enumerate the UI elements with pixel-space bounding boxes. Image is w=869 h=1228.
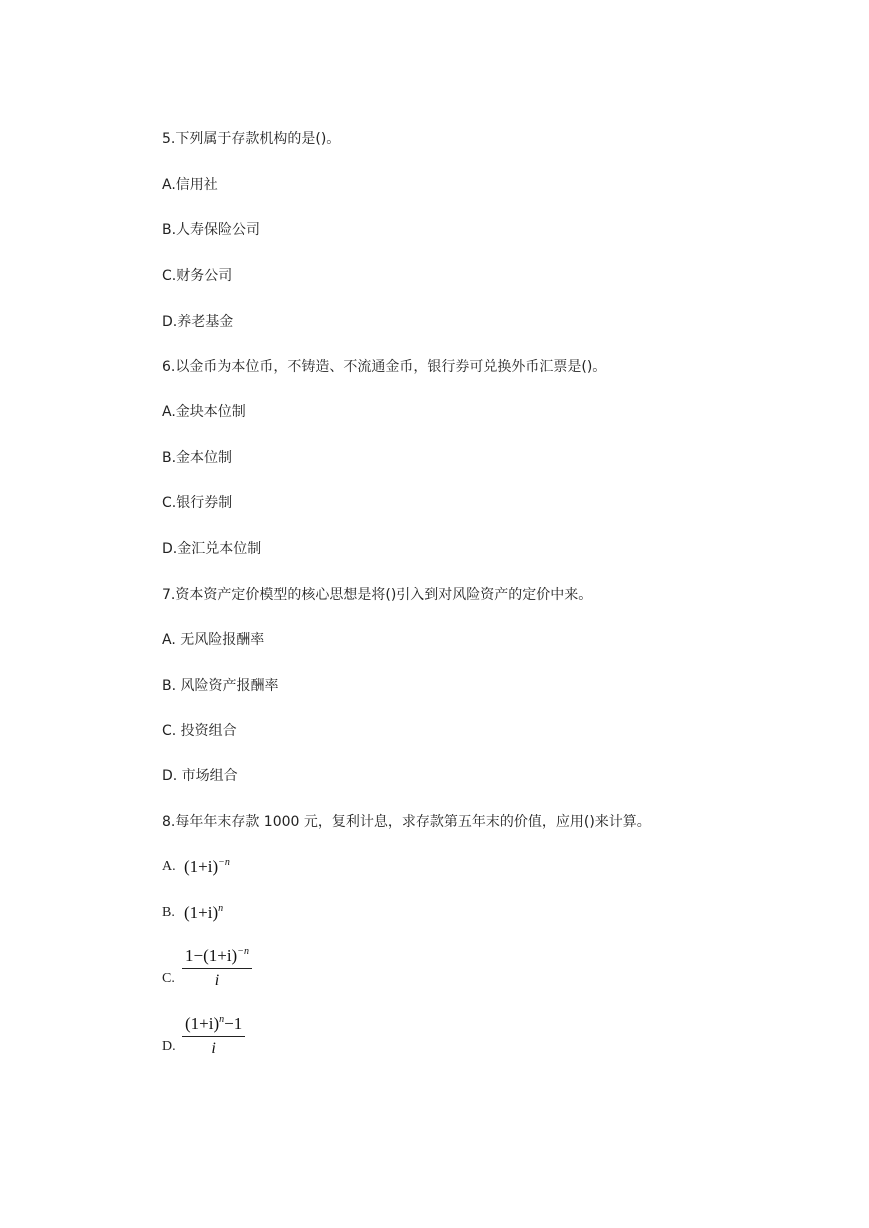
question-6-stem: 6.以金币为本位币，不铸造、不流通金币，银行券可兑换外币汇票是()。: [162, 359, 607, 375]
question-6-option-a: A.金块本位制: [162, 404, 246, 420]
formula-c: [182, 946, 252, 990]
question-7-option-a: A. 无风险报酬率: [162, 632, 265, 648]
question-8-option-c-label: C.: [162, 971, 175, 986]
formula-d-numerator-exponent: n: [219, 1014, 225, 1025]
question-7-option-c: C. 投资组合: [162, 723, 237, 739]
formula-c-denominator: i: [214, 972, 220, 989]
formula-d-numerator: [182, 1014, 245, 1037]
question-8-option-a-label: A.: [162, 859, 176, 874]
formula-b-exponent: n: [218, 903, 224, 914]
question-7-option-b: B. 风险资产报酬率: [162, 678, 279, 694]
question-8-stem: 8.每年年末存款 1000 元，复利计息，求存款第五年末的价值，应用()来计算。: [162, 814, 651, 830]
formula-d-numerator-base: (1+i): [185, 1014, 220, 1033]
formula-b: [184, 903, 223, 923]
question-5-stem: 5.下列属于存款机构的是()。: [162, 131, 341, 147]
formula-a: [184, 857, 230, 877]
question-7-option-d: D. 市场组合: [162, 768, 238, 784]
formula-d: [182, 1014, 245, 1058]
formula-b-base: (1+i): [184, 903, 219, 922]
question-6-option-d: D.金汇兑本位制: [162, 541, 262, 557]
question-7-stem: 7.资本资产定价模型的核心思想是将()引入到对风险资产的定价中来。: [162, 587, 593, 603]
formula-c-numerator-base: 1−(1+i): [185, 946, 238, 965]
formula-c-numerator: [182, 946, 252, 969]
formula-c-numerator-exponent: −n: [237, 946, 249, 957]
question-5-option-b: B.人寿保险公司: [162, 222, 261, 238]
question-6-option-c: C.银行券制: [162, 495, 233, 511]
question-8-option-b-label: B.: [162, 905, 175, 920]
formula-a-exponent: −n: [218, 857, 230, 868]
formula-d-denominator: i: [211, 1040, 216, 1057]
question-5-option-a: A.信用社: [162, 177, 218, 193]
question-5-option-c: C.财务公司: [162, 268, 233, 284]
formula-d-numerator-tail: −1: [224, 1014, 243, 1033]
question-5-option-d: D.养老基金: [162, 314, 234, 330]
formula-a-base: (1+i): [184, 857, 219, 876]
question-8-option-d-label: D.: [162, 1039, 176, 1054]
question-6-option-b: B.金本位制: [162, 450, 233, 466]
